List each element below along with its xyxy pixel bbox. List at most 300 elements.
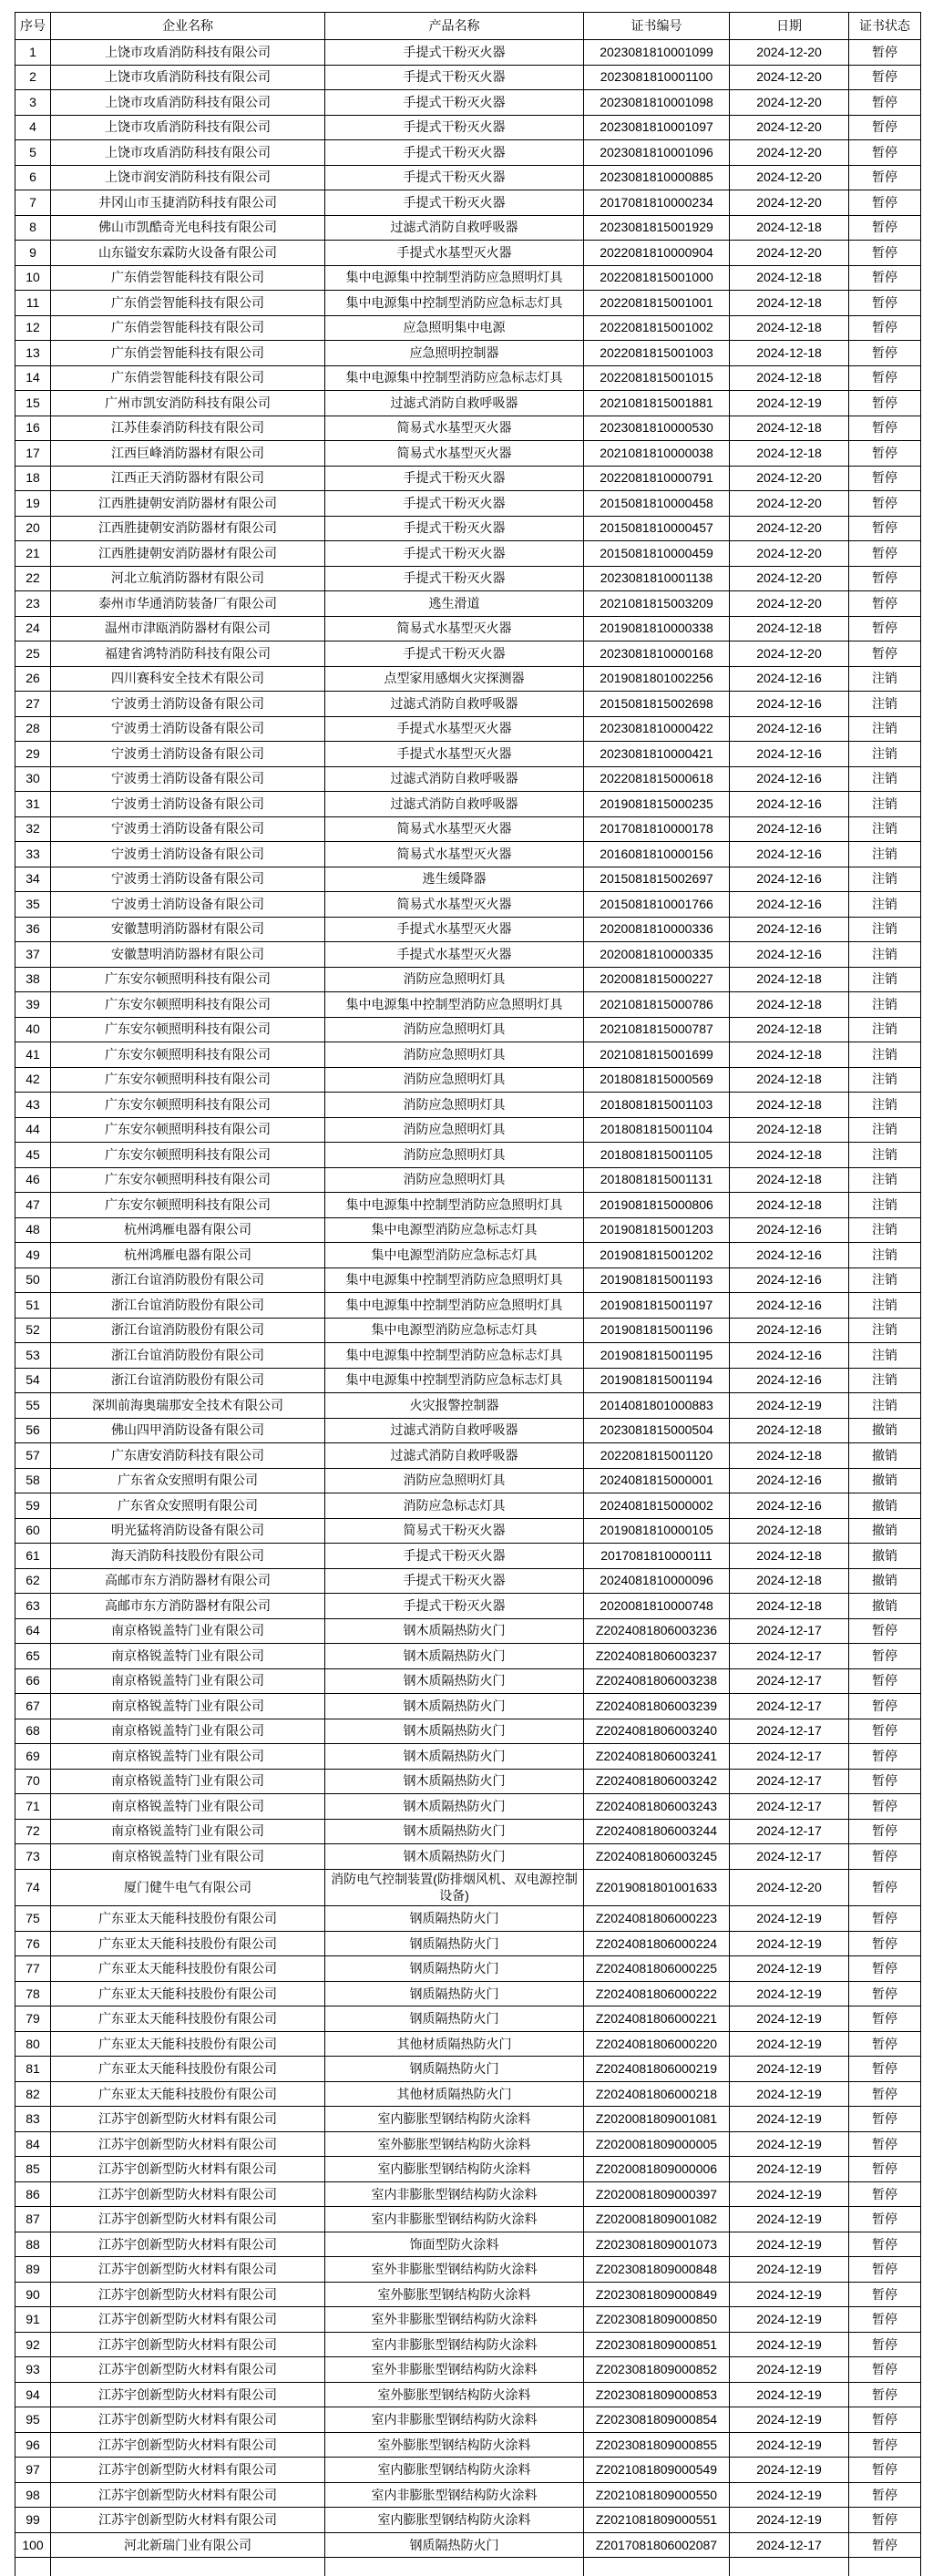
cell-cert: Z2023081809000850 <box>584 2307 730 2333</box>
cell-status: 撤销 <box>849 1418 921 1443</box>
cell-product: 简易式水基型灭火器 <box>325 892 584 918</box>
cell-status: 注销 <box>849 666 921 692</box>
cell-index: 26 <box>15 666 51 692</box>
cell-cert: Z2024081806003238 <box>584 1668 730 1694</box>
cell-company: 广东亚太天能科技股份有限公司 <box>51 1981 325 2006</box>
cell-index: 76 <box>15 1931 51 1956</box>
table-row <box>15 2157 921 2182</box>
cell-company: 温州市津瓯消防器材有限公司 <box>51 616 325 641</box>
cell-product: 消防应急照明灯具 <box>325 1167 584 1193</box>
table-row <box>15 1143 921 1168</box>
cell-product: 消防应急标志灯具 <box>325 1493 584 1519</box>
cell-company: 江苏宇创新型防火材料有限公司 <box>51 2282 325 2307</box>
cell-date: 2024-12-19 <box>730 2407 849 2433</box>
cell-company: 上饶市攻盾消防科技有限公司 <box>51 90 325 116</box>
cell-company: 上饶市润安消防科技有限公司 <box>51 165 325 190</box>
cell-cert: 2022081815001000 <box>584 265 730 291</box>
cell-cert: 2023081810001099 <box>584 40 730 66</box>
cell-status: 暂停 <box>849 1931 921 1956</box>
cell-index: 29 <box>15 742 51 767</box>
cell-cert: 2015081815002698 <box>584 692 730 717</box>
cell-status: 注销 <box>849 1343 921 1369</box>
cell-date: 2024-12-20 <box>730 641 849 667</box>
cell-cert: Z2024081806000223 <box>584 1906 730 1932</box>
cell-date: 2024-12-19 <box>730 1393 849 1419</box>
cell-date: 2024-12-18 <box>730 416 849 441</box>
cell-index: 38 <box>15 967 51 992</box>
cell-cert: Z2024081806003243 <box>584 1794 730 1820</box>
cell-product: 室外非膨胀型钢结构防火涂料 <box>325 2357 584 2383</box>
cell-company: 上饶市攻盾消防科技有限公司 <box>51 40 325 66</box>
cell-cert: 2022081815001001 <box>584 291 730 316</box>
cell-index: 57 <box>15 1443 51 1469</box>
table-row <box>15 1017 921 1042</box>
cell-status: 撤销 <box>849 1518 921 1544</box>
cell-product: 饰面型防火涂料 <box>325 2232 584 2257</box>
cell-cert: 2021081810000038 <box>584 441 730 467</box>
cell-cert: 2022081815001015 <box>584 365 730 391</box>
cell-index: 27 <box>15 692 51 717</box>
cell-index: 39 <box>15 992 51 1018</box>
cell-index: 7 <box>15 190 51 216</box>
cell-product: 手提式水基型灭火器 <box>325 241 584 266</box>
cell-date: 2024-12-19 <box>730 2508 849 2533</box>
cell-status: 暂停 <box>849 2081 921 2107</box>
cell-product: 集中电源集中控制型消防应急照明灯具 <box>325 1293 584 1319</box>
cell-cert: 2015081810000459 <box>584 541 730 567</box>
table-row <box>15 1343 921 1369</box>
cell-company: 宁波勇士消防设备有限公司 <box>51 842 325 867</box>
cell-date: 2024-12-18 <box>730 1042 849 1068</box>
cell-status: 暂停 <box>849 441 921 467</box>
cell-date: 2024-12-19 <box>730 2282 849 2307</box>
cell-company: 广东亚太天能科技股份有限公司 <box>51 1956 325 1982</box>
cell-product: 手提式干粉灭火器 <box>325 466 584 491</box>
cell-date: 2024-12-19 <box>730 2181 849 2207</box>
cell-index: 31 <box>15 792 51 817</box>
table-row <box>15 391 921 416</box>
cell-cert: 2023081810000885 <box>584 165 730 190</box>
cell-cert: 2015081810000458 <box>584 491 730 517</box>
cell-date: 2024-12-20 <box>730 90 849 116</box>
cell-product: 过滤式消防自救呼吸器 <box>325 766 584 792</box>
cell-product: 钢木质隔热防火门 <box>325 1819 584 1844</box>
cell-product: 简易式水基型灭火器 <box>325 441 584 467</box>
cell-date: 2024-12-19 <box>730 2006 849 2032</box>
cell-status: 注销 <box>849 942 921 968</box>
cell-company: 广东安尔顿照明科技有限公司 <box>51 1017 325 1042</box>
cell-date: 2024-12-19 <box>730 2432 849 2458</box>
cell-company: 广州市凯安消防科技有限公司 <box>51 391 325 416</box>
cell-date: 2024-12-18 <box>730 1568 849 1594</box>
cell-status: 暂停 <box>849 2031 921 2057</box>
table-row <box>15 441 921 467</box>
cell-index: 15 <box>15 391 51 416</box>
cell-status: 注销 <box>849 1017 921 1042</box>
cell-date: 2024-12-20 <box>730 241 849 266</box>
cell-company: 浙江台谊消防股份有限公司 <box>51 1368 325 1393</box>
cell-index: 90 <box>15 2282 51 2307</box>
cell-status: 暂停 <box>849 1906 921 1932</box>
cell-date: 2024-12-19 <box>730 2482 849 2508</box>
cell-cert: 2022081815000618 <box>584 766 730 792</box>
cell-cert: Z2023081809000851 <box>584 2332 730 2357</box>
cell-status: 暂停 <box>849 2282 921 2307</box>
cell-product: 手提式水基型灭火器 <box>325 716 584 742</box>
cell-status: 注销 <box>849 1217 921 1243</box>
cell-company: 海天消防科技股份有限公司 <box>51 1544 325 1569</box>
cell-product: 室内非膨胀型钢结构防火涂料 <box>325 2482 584 2508</box>
cell-date: 2024-12-18 <box>730 1418 849 1443</box>
cell-status: 暂停 <box>849 1869 921 1906</box>
cell-cert: 2021081815001881 <box>584 391 730 416</box>
table-row <box>15 766 921 792</box>
table-row <box>15 265 921 291</box>
table-row <box>15 1869 921 1906</box>
cell-status: 注销 <box>849 917 921 942</box>
table-row <box>15 2357 921 2383</box>
table-row-partial <box>15 2558 921 2576</box>
cell-index: 9 <box>15 241 51 266</box>
cell-index: 61 <box>15 1544 51 1569</box>
cell-index: 33 <box>15 842 51 867</box>
cell-date: 2024-12-16 <box>730 842 849 867</box>
cell-index: 8 <box>15 215 51 241</box>
cell-product: 钢质隔热防火门 <box>325 1981 584 2006</box>
table-row <box>15 641 921 667</box>
cell-product: 手提式水基型灭火器 <box>325 917 584 942</box>
table-row <box>15 917 921 942</box>
cell-product: 手提式干粉灭火器 <box>325 566 584 591</box>
cell-status: 注销 <box>849 1143 921 1168</box>
table-row <box>15 315 921 341</box>
cell-cert: Z2023081809001073 <box>584 2232 730 2257</box>
cell-product: 消防应急照明灯具 <box>325 1143 584 1168</box>
cell-status: 暂停 <box>849 2207 921 2232</box>
cell-cert: Z2023081809000849 <box>584 2282 730 2307</box>
table-row <box>15 541 921 567</box>
cell-date: 2024-12-18 <box>730 1167 849 1193</box>
cell-status: 注销 <box>849 792 921 817</box>
cell-index: 95 <box>15 2407 51 2433</box>
cell-date: 2024-12-18 <box>730 441 849 467</box>
cell-index: 24 <box>15 616 51 641</box>
cell-date: 2024-12-16 <box>730 742 849 767</box>
cell-cert: 2022081810000791 <box>584 466 730 491</box>
table-row <box>15 2232 921 2257</box>
cell-company: 广东亚太天能科技股份有限公司 <box>51 2081 325 2107</box>
cell-status: 注销 <box>849 1393 921 1419</box>
cell-index: 96 <box>15 2432 51 2458</box>
table-row <box>15 140 921 166</box>
cell-index: 21 <box>15 541 51 567</box>
cell-cert: 2017081810000234 <box>584 190 730 216</box>
cell-company: 南京格锐盖特门业有限公司 <box>51 1719 325 1744</box>
cell-cert: 2020081815000227 <box>584 967 730 992</box>
cell-product: 室内非膨胀型钢结构防火涂料 <box>325 2332 584 2357</box>
cell-cert: 2019081815001197 <box>584 1293 730 1319</box>
cell-index: 34 <box>15 867 51 892</box>
cell-status: 暂停 <box>849 291 921 316</box>
cell-status: 注销 <box>849 716 921 742</box>
cell-index: 98 <box>15 2482 51 2508</box>
cell-cert: 2022081815001002 <box>584 315 730 341</box>
cell-cert: 2019081815001195 <box>584 1343 730 1369</box>
cell-date: 2024-12-20 <box>730 115 849 140</box>
cell-index: 5 <box>15 140 51 166</box>
cell-index: 88 <box>15 2232 51 2257</box>
cell-product: 消防应急照明灯具 <box>325 1117 584 1143</box>
cell-product: 钢木质隔热防火门 <box>325 1719 584 1744</box>
cell-product: 钢质隔热防火门 <box>325 2057 584 2082</box>
cell-cert: 2024081815000001 <box>584 1468 730 1493</box>
cell-index: 56 <box>15 1418 51 1443</box>
cell-index: 62 <box>15 1568 51 1594</box>
cell-company: 广东安尔顿照明科技有限公司 <box>51 1042 325 1068</box>
cell-product: 集中电源集中控制型消防应急标志灯具 <box>325 1343 584 1369</box>
cell-company: 南京格锐盖特门业有限公司 <box>51 1668 325 1694</box>
cell-cert: Z2024081806000222 <box>584 1981 730 2006</box>
cell-product: 集中电源型消防应急标志灯具 <box>325 1318 584 1343</box>
table-row <box>15 1644 921 1669</box>
cell-cert: Z2023081809000854 <box>584 2407 730 2433</box>
cell-company: 广东俏尝智能科技有限公司 <box>51 291 325 316</box>
cell-product: 室内膨胀型钢结构防火涂料 <box>325 2458 584 2483</box>
cell-index: 30 <box>15 766 51 792</box>
cell-date: 2024-12-18 <box>730 1544 849 1569</box>
cell-product: 火灾报警控制器 <box>325 1393 584 1419</box>
cell-status: 暂停 <box>849 190 921 216</box>
cell-status: 暂停 <box>849 2257 921 2283</box>
cell-company: 江西胜捷朝安消防器材有限公司 <box>51 491 325 517</box>
cell-company: 广东安尔顿照明科技有限公司 <box>51 1067 325 1093</box>
cell-index: 17 <box>15 441 51 467</box>
cell-index: 79 <box>15 2006 51 2032</box>
table-row <box>15 2332 921 2357</box>
cell-status: 暂停 <box>849 1644 921 1669</box>
cell-index: 72 <box>15 1819 51 1844</box>
cell-product: 手提式干粉灭火器 <box>325 1568 584 1594</box>
cell-product: 室外膨胀型钢结构防火涂料 <box>325 2432 584 2458</box>
cell-company: 安徽慧明消防器材有限公司 <box>51 942 325 968</box>
cell-empty <box>51 2558 325 2576</box>
cell-index: 46 <box>15 1167 51 1193</box>
cell-date: 2024-12-19 <box>730 2382 849 2407</box>
cell-company: 江苏宇创新型防火材料有限公司 <box>51 2207 325 2232</box>
cell-date: 2024-12-18 <box>730 1443 849 1469</box>
table-row <box>15 1093 921 1118</box>
cell-cert: 2019081815001193 <box>584 1267 730 1293</box>
table-row <box>15 2181 921 2207</box>
cell-status: 暂停 <box>849 1819 921 1844</box>
cell-company: 安徽慧明消防器材有限公司 <box>51 917 325 942</box>
cell-cert: Z2024081806000219 <box>584 2057 730 2082</box>
cell-status: 暂停 <box>849 1694 921 1719</box>
cell-company: 宁波勇士消防设备有限公司 <box>51 816 325 842</box>
cell-company: 上饶市攻盾消防科技有限公司 <box>51 140 325 166</box>
cell-product: 集中电源集中控制型消防应急标志灯具 <box>325 1368 584 1393</box>
cell-status: 暂停 <box>849 516 921 541</box>
cell-cert: 2019081815000806 <box>584 1193 730 1218</box>
cell-company: 江苏宇创新型防火材料有限公司 <box>51 2332 325 2357</box>
table-row <box>15 90 921 116</box>
cell-company: 佛山市凯酷奇光电科技有限公司 <box>51 215 325 241</box>
table-row <box>15 1594 921 1619</box>
cell-date: 2024-12-18 <box>730 1117 849 1143</box>
table-row <box>15 491 921 517</box>
cell-cert: Z2023081809000848 <box>584 2257 730 2283</box>
table-row <box>15 1267 921 1293</box>
cell-index: 86 <box>15 2181 51 2207</box>
cell-index: 42 <box>15 1067 51 1093</box>
cell-cert: 2022081810000904 <box>584 241 730 266</box>
cell-product: 手提式水基型灭火器 <box>325 942 584 968</box>
cell-status: 暂停 <box>849 566 921 591</box>
cell-date: 2024-12-20 <box>730 40 849 66</box>
cell-company: 上饶市攻盾消防科技有限公司 <box>51 115 325 140</box>
cell-product: 手提式干粉灭火器 <box>325 1544 584 1569</box>
table-row <box>15 2482 921 2508</box>
table-row <box>15 591 921 617</box>
cell-cert: 2015081815002697 <box>584 867 730 892</box>
cell-cert: 2019081810000338 <box>584 616 730 641</box>
cell-cert: Z2017081806002087 <box>584 2532 730 2558</box>
cell-status: 暂停 <box>849 616 921 641</box>
cell-date: 2024-12-19 <box>730 2081 849 2107</box>
cell-status: 暂停 <box>849 2432 921 2458</box>
cell-status: 暂停 <box>849 2382 921 2407</box>
cell-status: 暂停 <box>849 2482 921 2508</box>
cell-status: 暂停 <box>849 2131 921 2157</box>
cell-date: 2024-12-19 <box>730 2057 849 2082</box>
cell-company: 深圳前海奥瑞那安全技术有限公司 <box>51 1393 325 1419</box>
cell-cert: Z2024081806003242 <box>584 1769 730 1794</box>
cell-cert: 2023081810000421 <box>584 742 730 767</box>
cell-company: 南京格锐盖特门业有限公司 <box>51 1644 325 1669</box>
table-row <box>15 466 921 491</box>
cell-status: 注销 <box>849 1067 921 1093</box>
cell-cert: 2020081810000748 <box>584 1594 730 1619</box>
cell-product: 简易式水基型灭火器 <box>325 416 584 441</box>
cell-company: 江苏宇创新型防火材料有限公司 <box>51 2307 325 2333</box>
cell-company: 广东亚太天能科技股份有限公司 <box>51 1931 325 1956</box>
table-row <box>15 1744 921 1770</box>
cell-date: 2024-12-19 <box>730 2157 849 2182</box>
cell-index: 16 <box>15 416 51 441</box>
cell-index: 64 <box>15 1618 51 1644</box>
cell-status: 暂停 <box>849 491 921 517</box>
cell-company: 南京格锐盖特门业有限公司 <box>51 1769 325 1794</box>
cell-status: 注销 <box>849 1243 921 1268</box>
table-row <box>15 2432 921 2458</box>
cell-company: 江西正天消防器材有限公司 <box>51 466 325 491</box>
cell-status: 暂停 <box>849 115 921 140</box>
cell-status: 注销 <box>849 1167 921 1193</box>
cell-status: 暂停 <box>849 2232 921 2257</box>
cell-status: 暂停 <box>849 466 921 491</box>
cell-date: 2024-12-17 <box>730 2532 849 2558</box>
cell-company: 广东俏尝智能科技有限公司 <box>51 341 325 366</box>
cell-company: 南京格锐盖特门业有限公司 <box>51 1819 325 1844</box>
cell-status: 暂停 <box>849 265 921 291</box>
cell-cert: 2023081810000530 <box>584 416 730 441</box>
table-row <box>15 365 921 391</box>
cell-cert: Z2020081809001082 <box>584 2207 730 2232</box>
cell-status: 注销 <box>849 742 921 767</box>
column-header-cert: 证书编号 <box>584 13 730 40</box>
cell-cert: Z2019081801001633 <box>584 1869 730 1906</box>
cell-date: 2024-12-20 <box>730 140 849 166</box>
cell-cert: 2022081815001120 <box>584 1443 730 1469</box>
cell-company: 广东安尔顿照明科技有限公司 <box>51 1143 325 1168</box>
cell-cert: 2023081815001929 <box>584 215 730 241</box>
cell-product: 逃生缓降器 <box>325 867 584 892</box>
cell-company: 泰州市华通消防装备厂有限公司 <box>51 591 325 617</box>
cell-index: 19 <box>15 491 51 517</box>
cell-product: 手提式干粉灭火器 <box>325 165 584 190</box>
table-row <box>15 1694 921 1719</box>
table-row <box>15 1243 921 1268</box>
table-row <box>15 215 921 241</box>
cell-cert: 2015081810001766 <box>584 892 730 918</box>
cell-index: 78 <box>15 1981 51 2006</box>
table-row <box>15 892 921 918</box>
cell-index: 52 <box>15 1318 51 1343</box>
cell-company: 南京格锐盖特门业有限公司 <box>51 1618 325 1644</box>
cell-cert: 2023081810000422 <box>584 716 730 742</box>
cell-status: 暂停 <box>849 1668 921 1694</box>
cell-company: 广东俏尝智能科技有限公司 <box>51 265 325 291</box>
table-body <box>15 40 921 2576</box>
cell-date: 2024-12-16 <box>730 816 849 842</box>
cell-product: 过滤式消防自救呼吸器 <box>325 1418 584 1443</box>
cell-date: 2024-12-18 <box>730 967 849 992</box>
cell-product: 钢木质隔热防火门 <box>325 1668 584 1694</box>
table-row <box>15 1393 921 1419</box>
cell-index: 1 <box>15 40 51 66</box>
cell-status: 暂停 <box>849 1618 921 1644</box>
cell-index: 100 <box>15 2532 51 2558</box>
cell-company: 广东俏尝智能科技有限公司 <box>51 315 325 341</box>
cell-status: 暂停 <box>849 40 921 66</box>
cell-cert: Z2020081809001081 <box>584 2107 730 2132</box>
cell-product: 室外膨胀型钢结构防火涂料 <box>325 2282 584 2307</box>
cell-cert: Z2024081806000218 <box>584 2081 730 2107</box>
cell-index: 87 <box>15 2207 51 2232</box>
column-header-index: 序号 <box>15 13 51 40</box>
cell-company: 南京格锐盖特门业有限公司 <box>51 1744 325 1770</box>
cell-company: 杭州鸿雁电器有限公司 <box>51 1217 325 1243</box>
table-row <box>15 1193 921 1218</box>
cell-index: 70 <box>15 1769 51 1794</box>
cell-product: 钢质隔热防火门 <box>325 2532 584 2558</box>
cell-date: 2024-12-19 <box>730 1981 849 2006</box>
cell-product: 其他材质隔热防火门 <box>325 2081 584 2107</box>
cell-status: 暂停 <box>849 641 921 667</box>
cell-status: 暂停 <box>849 2458 921 2483</box>
table-row <box>15 2532 921 2558</box>
table-row <box>15 666 921 692</box>
cell-date: 2024-12-18 <box>730 315 849 341</box>
cell-empty <box>584 2558 730 2576</box>
cell-status: 撤销 <box>849 1493 921 1519</box>
table-row <box>15 40 921 66</box>
cell-cert: Z2020081809000006 <box>584 2157 730 2182</box>
cell-date: 2024-12-17 <box>730 1794 849 1820</box>
table-row <box>15 816 921 842</box>
cell-cert: 2024081815000002 <box>584 1493 730 1519</box>
cell-index: 60 <box>15 1518 51 1544</box>
